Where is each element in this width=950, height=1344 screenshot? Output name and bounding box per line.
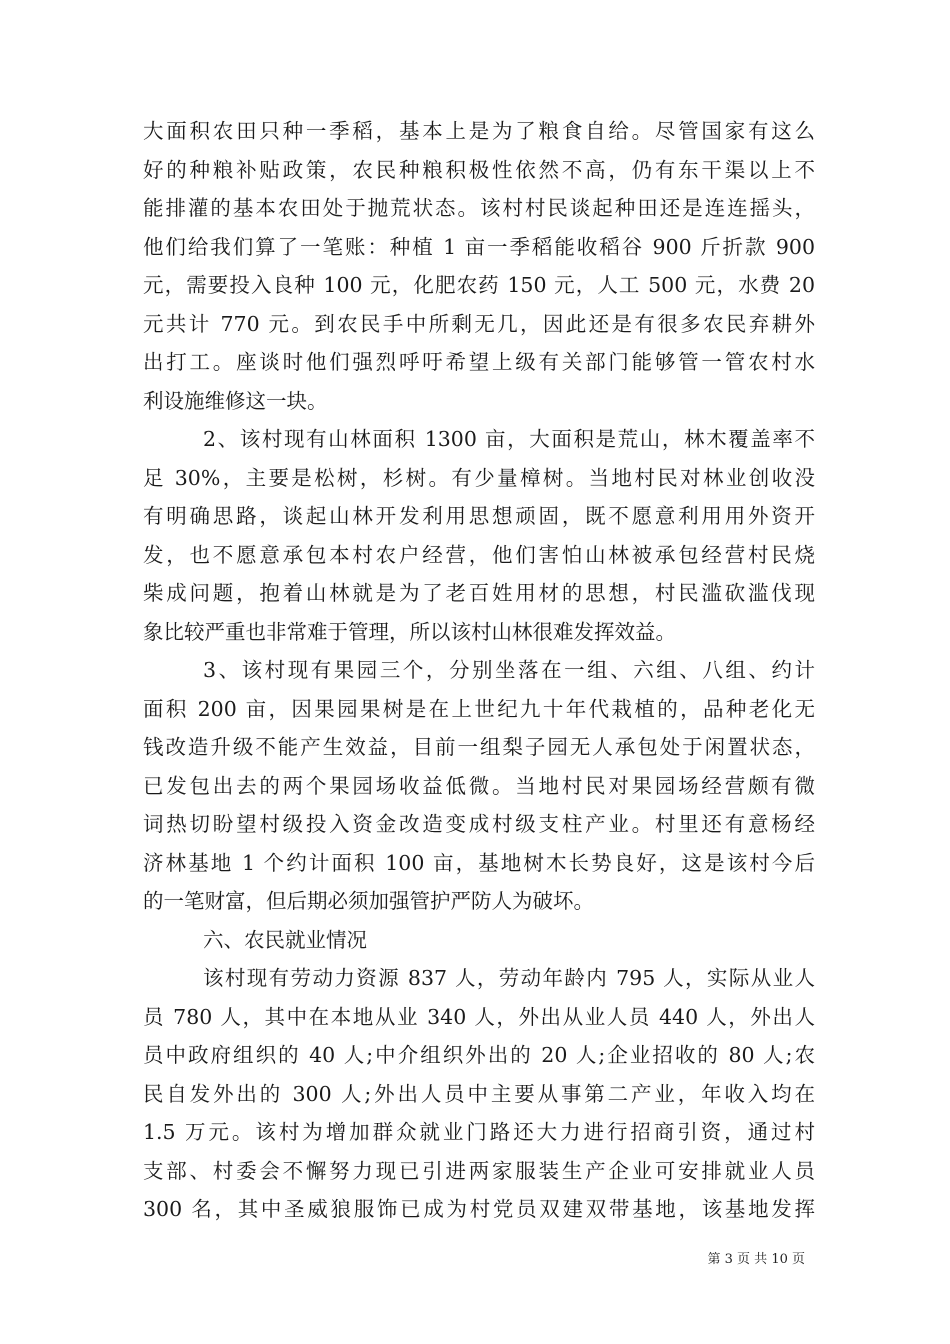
paragraph-employment [143, 959, 815, 1229]
text-line: 已发包出去的两个果园场收益低微。当地村民对果园场经营颇有微 [143, 773, 815, 798]
page-number: 第 3 页 共 10 页 [707, 1252, 805, 1267]
text-line: 员 780 人，其中在本地从业 340 人，外出从业人员 440 人，外出人 [143, 1004, 815, 1029]
text-line: 词热切盼望村级投入资金改造变成村级支柱产业。村里还有意杨经 [143, 812, 815, 836]
paragraph-forest [143, 420, 815, 651]
text-line: 3、该村现有果园三个，分别坐落在一组、六组、八组、约计 [203, 658, 815, 682]
text-line: 支部、村委会不懈努力现已引进两家服装生产企业可安排就业人员 [143, 1158, 815, 1183]
text-line: 300 名，其中圣威狼服饰已成为村党员双建双带基地，该基地发挥 [143, 1197, 815, 1221]
text-line: 象比较严重也非常难于管理，所以该村山林很难发挥效益。 [143, 619, 676, 644]
text-line: 面积 200 亩，因果园果树是在上世纪九十年代栽植的，品种老化无 [143, 696, 815, 721]
text-line: 他们给我们算了一笔账：种植 1 亩一季稻能收稻谷 900 斤折款 900 [143, 234, 815, 259]
text-line: 员中政府组织的 40 人;中介组织外出的 20 人;企业招收的 80 人;农 [143, 1043, 815, 1067]
document-body [143, 112, 815, 1229]
text-line: 元共计 770 元。到农民手中所剩无几，因此还是有很多农民弃耕外 [143, 311, 815, 336]
paragraph-farmland [143, 112, 815, 420]
text-line: 足 30%，主要是松树，杉树。有少量樟树。当地村民对林业创收没 [143, 465, 815, 490]
text-line: 柴成问题，抱着山林就是为了老百姓用材的思想，村民滥砍滥伐现 [143, 581, 815, 605]
text-line: 济林基地 1 个约计面积 100 亩，基地树木长势良好，这是该村今后 [143, 850, 815, 875]
text-line: 元，需要投入良种 100 元，化肥农药 150 元，人工 500 元，水费 20 [143, 273, 815, 297]
text-line: 发，也不愿意承包本村农户经营，他们害怕山林被承包经营村民烧 [143, 542, 815, 567]
text-line: 大面积农田只种一季稻，基本上是为了粮食自给。尽管国家有这么 [143, 119, 815, 143]
text-line: 民自发外出的 300 人;外出人员中主要从事第二产业，年收入均在 [143, 1081, 815, 1106]
text-line: 的一笔财富，但后期必须加强管护严防人为破坏。 [143, 889, 594, 913]
text-line: 有明确思路，谈起山林开发利用思想顽固，既不愿意利用用外资开 [143, 504, 815, 528]
text-line: 2、该村现有山林面积 1300 亩，大面积是荒山，林木覆盖率不 [203, 427, 815, 451]
text-line: 利设施维修这一块。 [143, 388, 328, 413]
text-line: 能排灌的基本农田处于抛荒状态。该村村民谈起种田还是连连摇头， [143, 196, 815, 220]
paragraph-orchard [143, 651, 815, 921]
text-line: 1.5 万元。该村为增加群众就业门路还大力进行招商引资，通过村 [143, 1120, 815, 1144]
text-line: 出打工。座谈时他们强烈呼吁希望上级有关部门能够管一管农村水 [143, 350, 815, 374]
text-line: 好的种粮补贴政策，农民种粮积极性依然不高，仍有东干渠以上不 [143, 157, 815, 182]
text-line: 钱改造升级不能产生效益，目前一组梨子园无人承包处于闲置状态， [143, 735, 815, 759]
section-heading: 六、农民就业情况 [203, 927, 367, 952]
text-line: 该村现有劳动力资源 837 人，劳动年龄内 795 人，实际从业人 [203, 966, 815, 990]
